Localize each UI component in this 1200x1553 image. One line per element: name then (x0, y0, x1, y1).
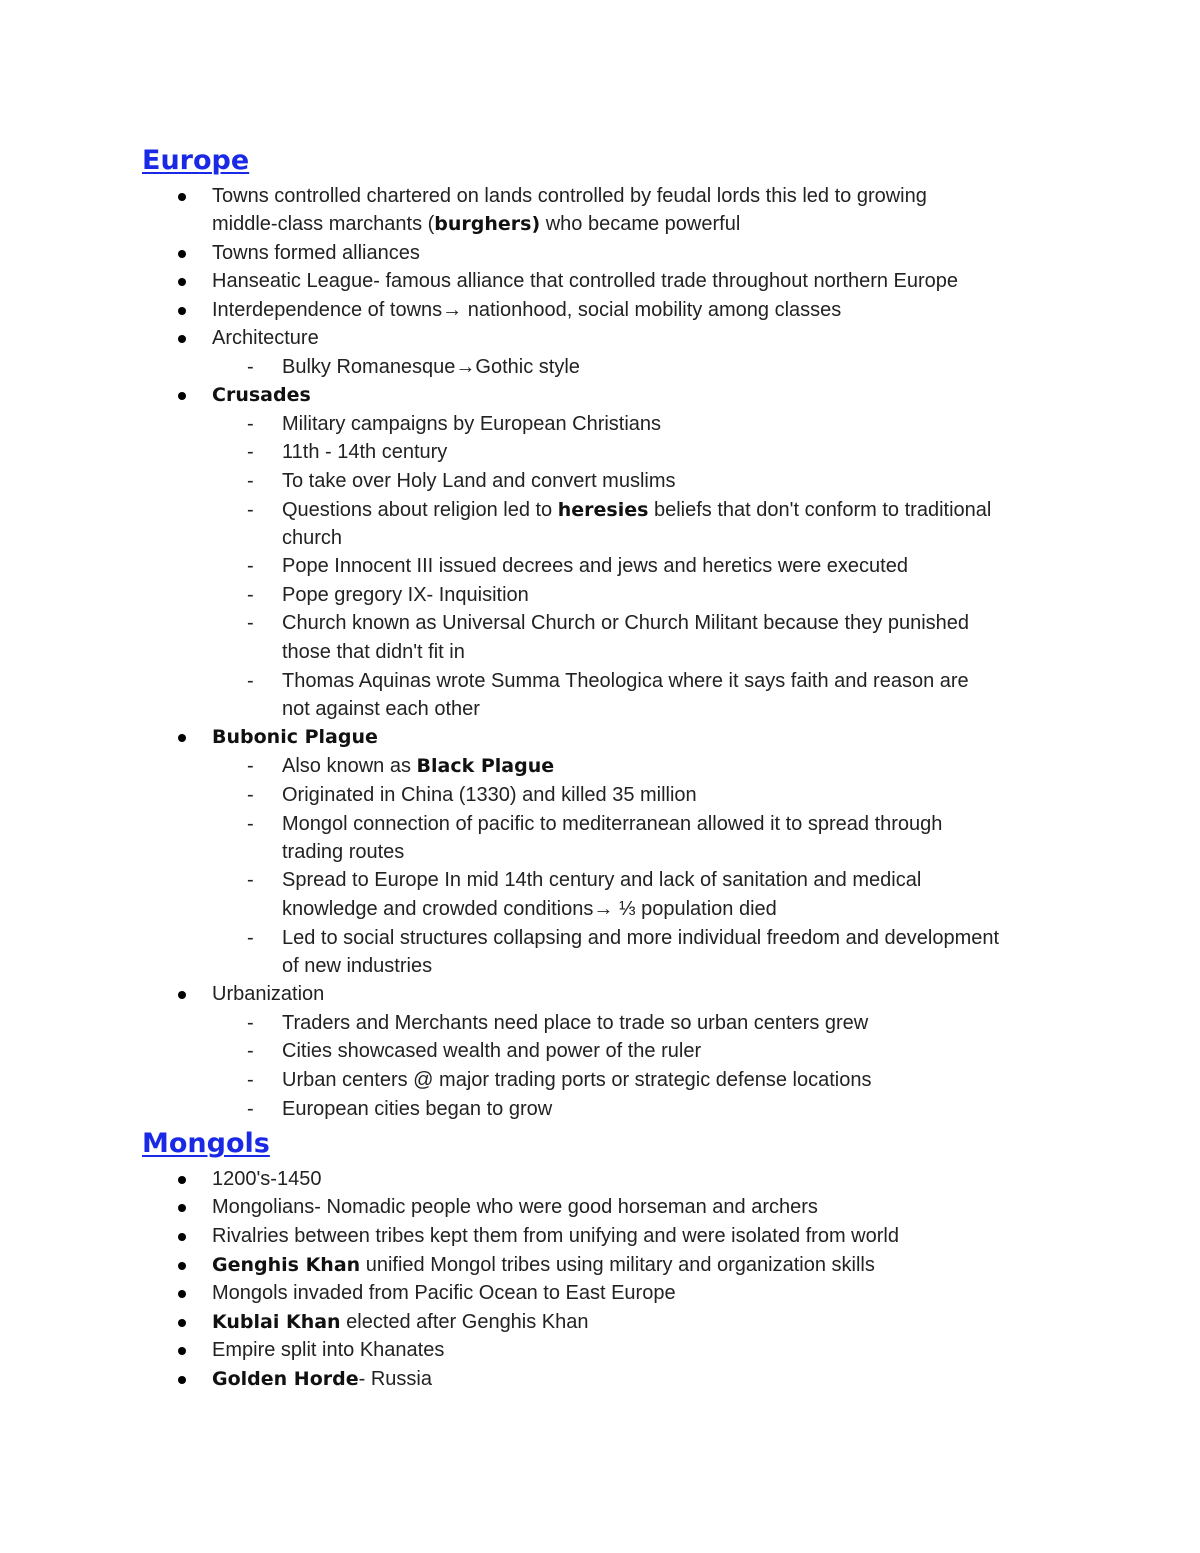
bullet-icon (178, 335, 186, 343)
bullet-icon (178, 193, 186, 201)
list-item: Genghis Khan unified Mongol tribes using military and organization skills (212, 1254, 875, 1276)
bullet-icon (178, 1233, 186, 1241)
heading-europe[interactable]: Europe (142, 145, 250, 176)
list-item (212, 381, 311, 409)
sub-item: Pope gregory IX- Inquisition (282, 584, 529, 606)
bullet-icon (178, 734, 186, 742)
sub-item: Led to social structures collapsing and more individual freedom and development (282, 927, 1000, 949)
bullet-icon (178, 278, 186, 286)
bullet-icon (178, 1319, 186, 1327)
list-item-continuation: middle-class marchants (burghers) who became powerful (212, 213, 741, 235)
bullet-icon (178, 1376, 186, 1384)
list-item (212, 723, 378, 751)
list-item: Rivalries between tribes kept them from unifying and were isolated from world (212, 1225, 899, 1247)
sub-item: European cities began to grow (282, 1098, 553, 1120)
dash-marker: - (247, 813, 254, 835)
sub-item-continuation: not against each other (282, 698, 480, 720)
sub-item: Originated in China (1330) and killed 35 million (282, 784, 697, 806)
heading-mongols[interactable]: Mongols (142, 1128, 270, 1159)
term-genghis-khan: Genghis Khan (212, 1254, 361, 1276)
term-black-plague: Black Plague (416, 755, 555, 777)
dash-marker: - (247, 499, 254, 521)
sub-item-continuation: church (282, 527, 343, 549)
list-item: Golden Horde- Russia (212, 1368, 432, 1390)
sub-item: Military campaigns by European Christians (282, 413, 662, 435)
list-item: Towns formed alliances (212, 242, 420, 264)
dash-marker: - (247, 784, 254, 806)
dash-marker: - (247, 670, 254, 692)
sub-item-continuation: those that didn't fit in (282, 641, 465, 663)
dash-marker: - (247, 1069, 254, 1091)
bullet-icon (178, 991, 186, 999)
sub-item-continuation: of new industries (282, 955, 433, 977)
dash-marker: - (247, 1040, 254, 1062)
dash-marker: - (247, 612, 254, 634)
list-item: Empire split into Khanates (212, 1339, 445, 1361)
sub-item: Urban centers @ major trading ports or strategic defense locations (282, 1069, 872, 1091)
sub-item: Traders and Merchants need place to trade so urban centers grew (282, 1012, 869, 1034)
sub-item: To take over Holy Land and convert muslims (282, 470, 676, 492)
dash-marker: - (247, 470, 254, 492)
list-item: 1200's-1450 (212, 1168, 322, 1190)
term-crusades: Crusades (212, 384, 311, 406)
list-item: Architecture (212, 327, 319, 349)
list-item: Interdependence of towns→ nationhood, social mobility among classes (212, 299, 842, 321)
dash-marker: - (247, 584, 254, 606)
dash-marker: - (247, 441, 254, 463)
dash-marker: - (247, 869, 254, 891)
sub-item: Cities showcased wealth and power of the ruler (282, 1040, 702, 1062)
dash-marker: - (247, 1012, 254, 1034)
dash-marker: - (247, 927, 254, 949)
term-golden-horde: Golden Horde (212, 1368, 359, 1390)
term-kublai-khan: Kublai Khan (212, 1311, 341, 1333)
list-item: Urbanization (212, 983, 325, 1005)
dash-marker: - (247, 555, 254, 577)
dash-marker: - (247, 356, 254, 378)
bullet-icon (178, 307, 186, 315)
bullet-icon (178, 250, 186, 258)
dash-marker: - (247, 755, 254, 777)
sub-item-continuation: trading routes (282, 841, 405, 863)
sub-item-continuation: knowledge and crowded conditions→ ⅓ population died (282, 898, 777, 920)
sub-item: Spread to Europe In mid 14th century and lack of sanitation and medical (282, 869, 922, 891)
list-item: Hanseatic League- famous alliance that controlled trade throughout northern Europe (212, 270, 959, 292)
bullet-icon (178, 392, 186, 400)
sub-item: Questions about religion led to heresies beliefs that don't conform to traditional (282, 499, 992, 521)
bullet-icon (178, 1262, 186, 1270)
term-bubonic-plague: Bubonic Plague (212, 726, 378, 748)
term-burghers: burghers) (434, 213, 541, 235)
bullet-icon (178, 1347, 186, 1355)
bullet-icon (178, 1290, 186, 1298)
sub-item: 11th - 14th century (282, 441, 448, 463)
list-item: Towns controlled chartered on lands controlled by feudal lords this led to growing (212, 185, 927, 207)
sub-item: Pope Innocent III issued decrees and jews and heretics were executed (282, 555, 908, 577)
bullet-icon (178, 1204, 186, 1212)
sub-item: Bulky Romanesque→Gothic style (282, 356, 580, 378)
term-heresies: heresies (557, 499, 649, 521)
sub-item: Thomas Aquinas wrote Summa Theologica where it says faith and reason are (282, 670, 969, 692)
dash-marker: - (247, 1098, 254, 1120)
bullet-icon (178, 1176, 186, 1184)
dash-marker: - (247, 413, 254, 435)
sub-item: Also known as Black Plague (282, 755, 555, 777)
sub-item: Church known as Universal Church or Church Militant because they punished (282, 612, 970, 634)
sub-item: Mongol connection of pacific to mediterranean allowed it to spread through (282, 813, 943, 835)
list-item: Kublai Khan elected after Genghis Khan (212, 1311, 589, 1333)
list-item: Mongols invaded from Pacific Ocean to East Europe (212, 1282, 676, 1304)
list-item: Mongolians- Nomadic people who were good horseman and archers (212, 1196, 818, 1218)
